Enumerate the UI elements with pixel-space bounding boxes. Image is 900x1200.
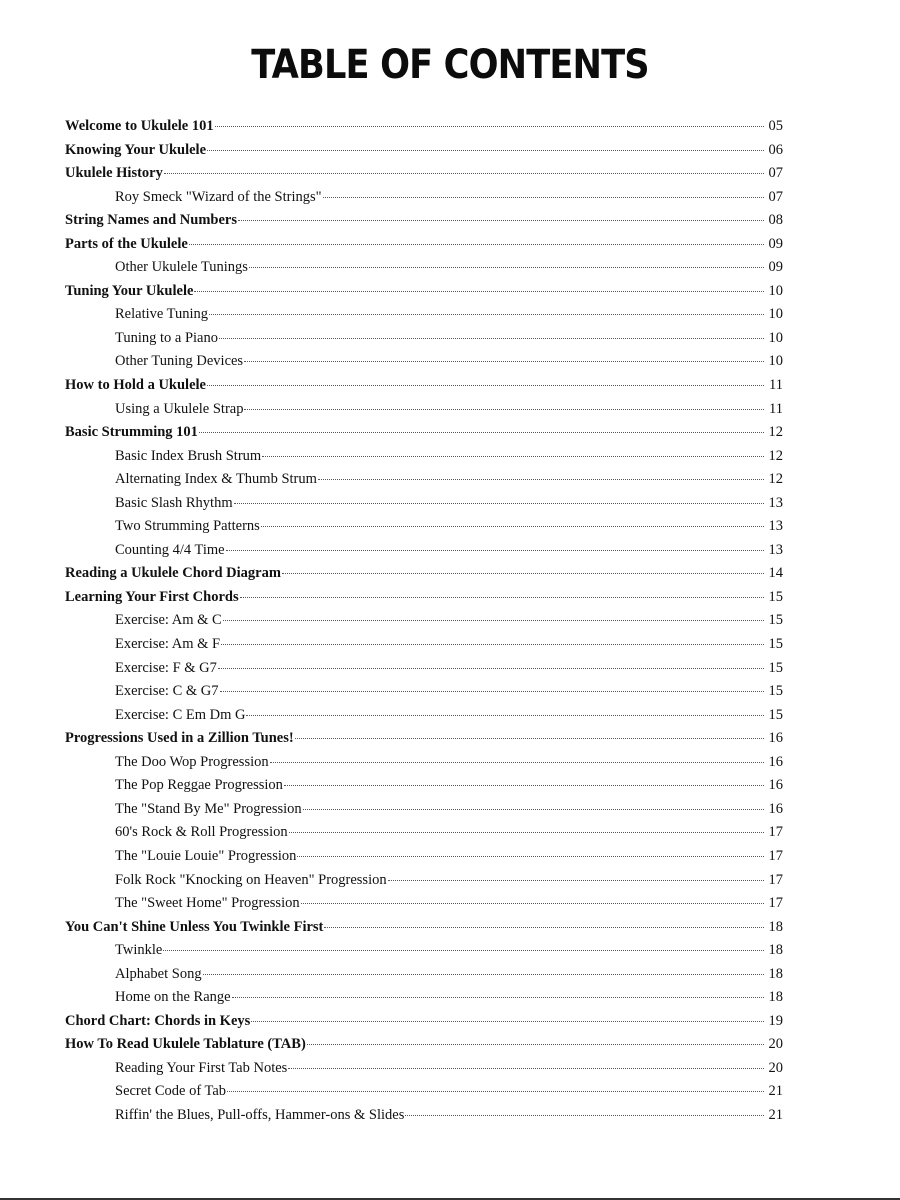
dot-leader — [405, 1115, 764, 1116]
toc-page-number: 10 — [768, 329, 783, 346]
toc-entry-label: Ukulele History — [65, 165, 163, 182]
toc-entry-label: How To Read Ukulele Tablature (TAB) — [65, 1036, 306, 1053]
toc-subsection-entry[interactable] — [65, 515, 783, 539]
dot-leader — [218, 668, 764, 669]
toc-page-number: 16 — [768, 730, 783, 747]
toc-page-number: 18 — [768, 965, 783, 982]
dot-leader — [246, 715, 764, 716]
toc-section-entry[interactable] — [65, 1033, 783, 1057]
dot-leader — [238, 220, 764, 221]
toc-entry-label: Home on the Range — [115, 989, 231, 1006]
dot-leader — [324, 927, 764, 928]
toc-entry-label: Tuning Your Ukulele — [65, 282, 194, 299]
toc-subsection-entry[interactable] — [65, 892, 783, 916]
dot-leader — [249, 267, 764, 268]
toc-section-entry[interactable] — [65, 139, 783, 163]
toc-subsection-entry[interactable] — [65, 1104, 783, 1128]
toc-entry-label: How to Hold a Ukulele — [65, 377, 206, 394]
toc-subsection-entry[interactable] — [65, 398, 783, 422]
toc-page-number: 10 — [768, 282, 783, 299]
dot-leader — [261, 526, 764, 527]
toc-subsection-entry[interactable] — [65, 680, 783, 704]
dot-leader — [244, 361, 764, 362]
toc-subsection-entry[interactable] — [65, 774, 783, 798]
dot-leader — [288, 1068, 764, 1069]
toc-page-number: 13 — [768, 541, 783, 558]
dot-leader — [262, 456, 764, 457]
toc-section-entry[interactable] — [65, 374, 783, 398]
dot-leader — [303, 809, 764, 810]
toc-page-number: 12 — [768, 424, 783, 441]
toc-subsection-entry[interactable] — [65, 445, 783, 469]
toc-entry-label: Knowing Your Ukulele — [65, 141, 206, 158]
toc-entry-label: The "Sweet Home" Progression — [115, 895, 300, 912]
toc-subsection-entry[interactable] — [65, 986, 783, 1010]
toc-subsection-entry[interactable] — [65, 704, 783, 728]
toc-subsection-entry[interactable] — [65, 327, 783, 351]
dot-leader — [219, 338, 764, 339]
toc-page-number: 15 — [768, 706, 783, 723]
toc-page-number: 09 — [768, 259, 783, 276]
dot-leader — [251, 1021, 764, 1022]
toc-page-number: 21 — [768, 1083, 783, 1100]
dot-leader — [295, 738, 764, 739]
page-title: TABLE OF CONTENTS — [251, 42, 649, 88]
toc-entry-label: Basic Strumming 101 — [65, 424, 198, 441]
toc-page-number: 14 — [768, 565, 783, 582]
toc-entry-label: Counting 4/4 Time — [115, 541, 225, 558]
toc-subsection-entry[interactable] — [65, 869, 783, 893]
toc-page-number: 13 — [768, 494, 783, 511]
toc-subsection-entry[interactable] — [65, 1080, 783, 1104]
toc-page-number: 08 — [768, 212, 783, 229]
toc-page-number: 20 — [768, 1059, 783, 1076]
dot-leader — [297, 856, 764, 857]
dot-leader — [163, 950, 764, 951]
toc-page-number: 13 — [768, 518, 783, 535]
toc-entry-label: Parts of the Ukulele — [65, 235, 188, 252]
toc-subsection-entry[interactable] — [65, 845, 783, 869]
toc-subsection-entry[interactable] — [65, 186, 783, 210]
toc-entry-label: The Doo Wop Progression — [115, 753, 269, 770]
toc-entry-label: Roy Smeck "Wizard of the Strings" — [115, 188, 322, 205]
toc-subsection-entry[interactable] — [65, 821, 783, 845]
toc-entry-label: Other Tuning Devices — [115, 353, 244, 370]
toc-page-number: 06 — [768, 141, 783, 158]
toc-section-entry[interactable] — [65, 115, 783, 139]
toc-page-number: 07 — [768, 165, 783, 182]
toc-entry-label: Other Ukulele Tunings — [115, 259, 248, 276]
toc-entry-label: Alternating Index & Thumb Strum — [115, 471, 317, 488]
toc-page-number: 18 — [768, 918, 783, 935]
toc-page-number: 16 — [768, 777, 783, 794]
dot-leader — [284, 785, 764, 786]
toc-page-number: 07 — [768, 188, 783, 205]
toc-page-number: 12 — [768, 447, 783, 464]
toc-page-number: 20 — [768, 1036, 783, 1053]
toc-section-entry[interactable] — [65, 421, 783, 445]
dot-leader — [388, 880, 764, 881]
toc-entry-label: You Can't Shine Unless You Twinkle First — [65, 918, 324, 935]
toc-entry-label: The "Stand By Me" Progression — [115, 800, 302, 817]
toc-page-number: 16 — [768, 753, 783, 770]
toc-subsection-entry[interactable] — [65, 303, 783, 327]
toc-section-entry[interactable] — [65, 233, 783, 257]
dot-leader — [209, 314, 764, 315]
toc-subsection-entry[interactable] — [65, 798, 783, 822]
toc-entry-label: Alphabet Song — [115, 965, 202, 982]
table-of-contents-list — [65, 115, 783, 1128]
dot-leader — [199, 432, 764, 433]
toc-page-number: 11 — [769, 400, 783, 417]
toc-section-entry[interactable] — [65, 727, 783, 751]
toc-page-number: 17 — [768, 871, 783, 888]
toc-entry-label: 60's Rock & Roll Progression — [115, 824, 288, 841]
dot-leader — [207, 385, 764, 386]
toc-page-number: 05 — [768, 118, 783, 134]
toc-entry-label: Welcome to Ukulele 101 — [65, 118, 214, 134]
dot-leader — [301, 903, 764, 904]
toc-entry-label: Basic Slash Rhythm — [115, 494, 233, 511]
toc-subsection-entry[interactable] — [65, 939, 783, 963]
dot-leader — [220, 691, 765, 692]
dot-leader — [207, 150, 764, 151]
toc-page-number: 17 — [768, 847, 783, 864]
dot-leader — [203, 974, 764, 975]
toc-subsection-entry[interactable] — [65, 751, 783, 775]
toc-subsection-entry[interactable] — [65, 657, 783, 681]
toc-subsection-entry[interactable] — [65, 539, 783, 563]
dot-leader — [270, 762, 764, 763]
toc-entry-label: Secret Code of Tab — [115, 1083, 227, 1100]
toc-entry-label: Riffin' the Blues, Pull-offs, Hammer-ons & Slides — [115, 1106, 405, 1123]
dot-leader — [215, 126, 764, 127]
toc-entry-label: The "Louie Louie" Progression — [115, 847, 297, 864]
toc-page-number: 15 — [768, 659, 783, 676]
dot-leader — [226, 550, 764, 551]
toc-entry-label: Relative Tuning — [115, 306, 209, 323]
dot-leader — [323, 197, 764, 198]
toc-entry-label: Learning Your First Chords — [65, 588, 239, 605]
toc-page-number: 10 — [768, 353, 783, 370]
dot-leader — [189, 244, 764, 245]
toc-entry-label: Reading Your First Tab Notes — [115, 1059, 288, 1076]
toc-section-entry[interactable] — [65, 586, 783, 610]
toc-subsection-entry[interactable] — [65, 1057, 783, 1081]
toc-entry-label: Folk Rock "Knocking on Heaven" Progression — [115, 871, 387, 888]
toc-entry-label: Exercise: C Em Dm G — [115, 706, 246, 723]
toc-page-number: 12 — [768, 471, 783, 488]
toc-section-entry[interactable] — [65, 1010, 783, 1034]
dot-leader — [221, 644, 764, 645]
toc-page-number: 10 — [768, 306, 783, 323]
dot-leader — [282, 573, 764, 574]
toc-page-number: 19 — [768, 1012, 783, 1029]
dot-leader — [307, 1044, 764, 1045]
toc-page-number: 18 — [768, 942, 783, 959]
dot-leader — [289, 832, 764, 833]
toc-section-entry[interactable] — [65, 162, 783, 186]
dot-leader — [234, 503, 764, 504]
toc-page-number: 09 — [768, 235, 783, 252]
toc-entry-label: Two Strumming Patterns — [115, 518, 260, 535]
dot-leader — [223, 620, 764, 621]
toc-entry-label: Exercise: F & G7 — [115, 659, 217, 676]
dot-leader — [232, 997, 764, 998]
toc-entry-label: Twinkle — [115, 942, 163, 959]
dot-leader — [227, 1091, 764, 1092]
toc-page-number: 15 — [768, 588, 783, 605]
toc-entry-label: String Names and Numbers — [65, 212, 237, 229]
toc-page-number: 15 — [768, 636, 783, 653]
toc-subsection-entry[interactable] — [65, 350, 783, 374]
dot-leader — [318, 479, 764, 480]
toc-page-number: 16 — [768, 800, 783, 817]
toc-page-number: 21 — [768, 1106, 783, 1123]
toc-entry-label: Exercise: Am & F — [115, 636, 221, 653]
dot-leader — [240, 597, 764, 598]
toc-entry-label: The Pop Reggae Progression — [115, 777, 283, 794]
dot-leader — [244, 409, 764, 410]
toc-subsection-entry[interactable] — [65, 963, 783, 987]
toc-subsection-entry[interactable] — [65, 256, 783, 280]
toc-section-entry[interactable] — [65, 209, 783, 233]
toc-entry-label: Using a Ukulele Strap — [115, 400, 244, 417]
dot-leader — [164, 173, 764, 174]
toc-page-number: 17 — [768, 824, 783, 841]
toc-section-entry[interactable] — [65, 562, 783, 586]
toc-entry-label: Progressions Used in a Zillion Tunes! — [65, 730, 294, 747]
toc-page-number: 18 — [768, 989, 783, 1006]
dot-leader — [194, 291, 764, 292]
toc-entry-label: Basic Index Brush Strum — [115, 447, 262, 464]
toc-entry-label: Exercise: C & G7 — [115, 683, 219, 700]
toc-page-number: 15 — [768, 612, 783, 629]
toc-page-number: 17 — [768, 895, 783, 912]
toc-section-entry[interactable] — [65, 280, 783, 304]
toc-section-entry[interactable] — [65, 916, 783, 940]
toc-page-number: 11 — [769, 377, 783, 394]
toc-entry-label: Chord Chart: Chords in Keys — [65, 1012, 251, 1029]
toc-subsection-entry[interactable] — [65, 609, 783, 633]
toc-page-number: 15 — [768, 683, 783, 700]
toc-entry-label: Tuning to a Piano — [115, 329, 218, 346]
toc-entry-label: Reading a Ukulele Chord Diagram — [65, 565, 281, 582]
toc-subsection-entry[interactable] — [65, 492, 783, 516]
toc-subsection-entry[interactable] — [65, 468, 783, 492]
toc-entry-label: Exercise: Am & C — [115, 612, 222, 629]
toc-subsection-entry[interactable] — [65, 633, 783, 657]
